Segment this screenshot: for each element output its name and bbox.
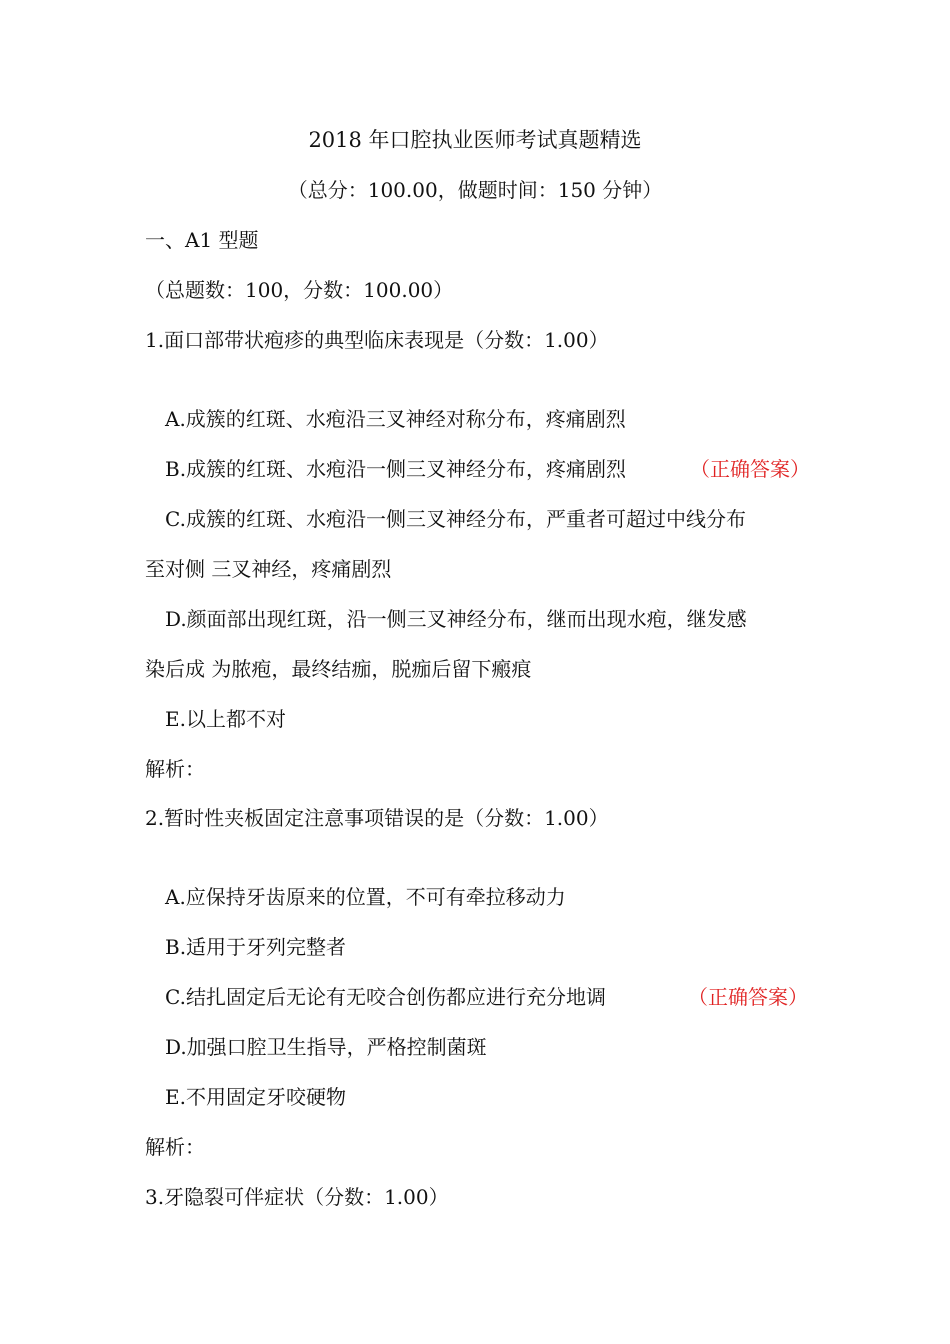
question-1-option-b: B.成簇的红斑、水疱沿一侧三叉神经分布，疼痛剧烈 [165, 457, 627, 481]
question-1-correct-marker: （正确答案） [690, 457, 810, 481]
question-1-option-d: D.颜面部出现红斑，沿一侧三叉神经分布，继而出现水疱，继发感 [165, 607, 747, 631]
question-2-option-c: C.结扎固定后无论有无咬合创伤都应进行充分地调 [165, 985, 606, 1009]
question-1-option-e: E.以上都不对 [165, 707, 286, 731]
question-1-option-d-cont: 染后成 为脓疱，最终结痂，脱痂后留下瘢痕 [145, 657, 532, 681]
question-1-option-c-cont: 至对侧 三叉神经，疼痛剧烈 [145, 557, 392, 581]
question-1-option-a: A.成簇的红斑、水疱沿三叉神经对称分布，疼痛剧烈 [165, 407, 626, 431]
question-2-stem: 2.暂时性夹板固定注意事项错误的是（分数：1.00） [145, 806, 609, 830]
question-1-explanation-label: 解析： [145, 757, 205, 781]
document-title: 2018 年口腔执业医师考试真题精选 [308, 128, 642, 152]
question-3-stem: 3.牙隐裂可伴症状（分数：1.00） [145, 1185, 449, 1209]
section-heading: 一、A1 型题 [145, 228, 259, 252]
question-1-option-c: C.成簇的红斑、水疱沿一侧三叉神经分布，严重者可超过中线分布 [165, 507, 746, 531]
question-2-option-b: B.适用于牙列完整者 [165, 935, 347, 959]
question-2-option-d: D.加强口腔卫生指导，严格控制菌斑 [165, 1035, 487, 1059]
section-meta: （总题数：100，分数：100.00） [145, 278, 454, 302]
question-2-option-a: A.应保持牙齿原来的位置，不可有牵拉移动力 [165, 885, 566, 909]
document-subtitle: （总分：100.00，做题时间：150 分钟） [287, 178, 663, 202]
question-1-stem: 1.面口部带状疱疹的典型临床表现是（分数：1.00） [145, 328, 609, 352]
question-2-option-e: E.不用固定牙咬硬物 [165, 1085, 346, 1109]
question-2-correct-marker: （正确答案） [688, 985, 808, 1009]
question-2-explanation-label: 解析： [145, 1135, 205, 1159]
